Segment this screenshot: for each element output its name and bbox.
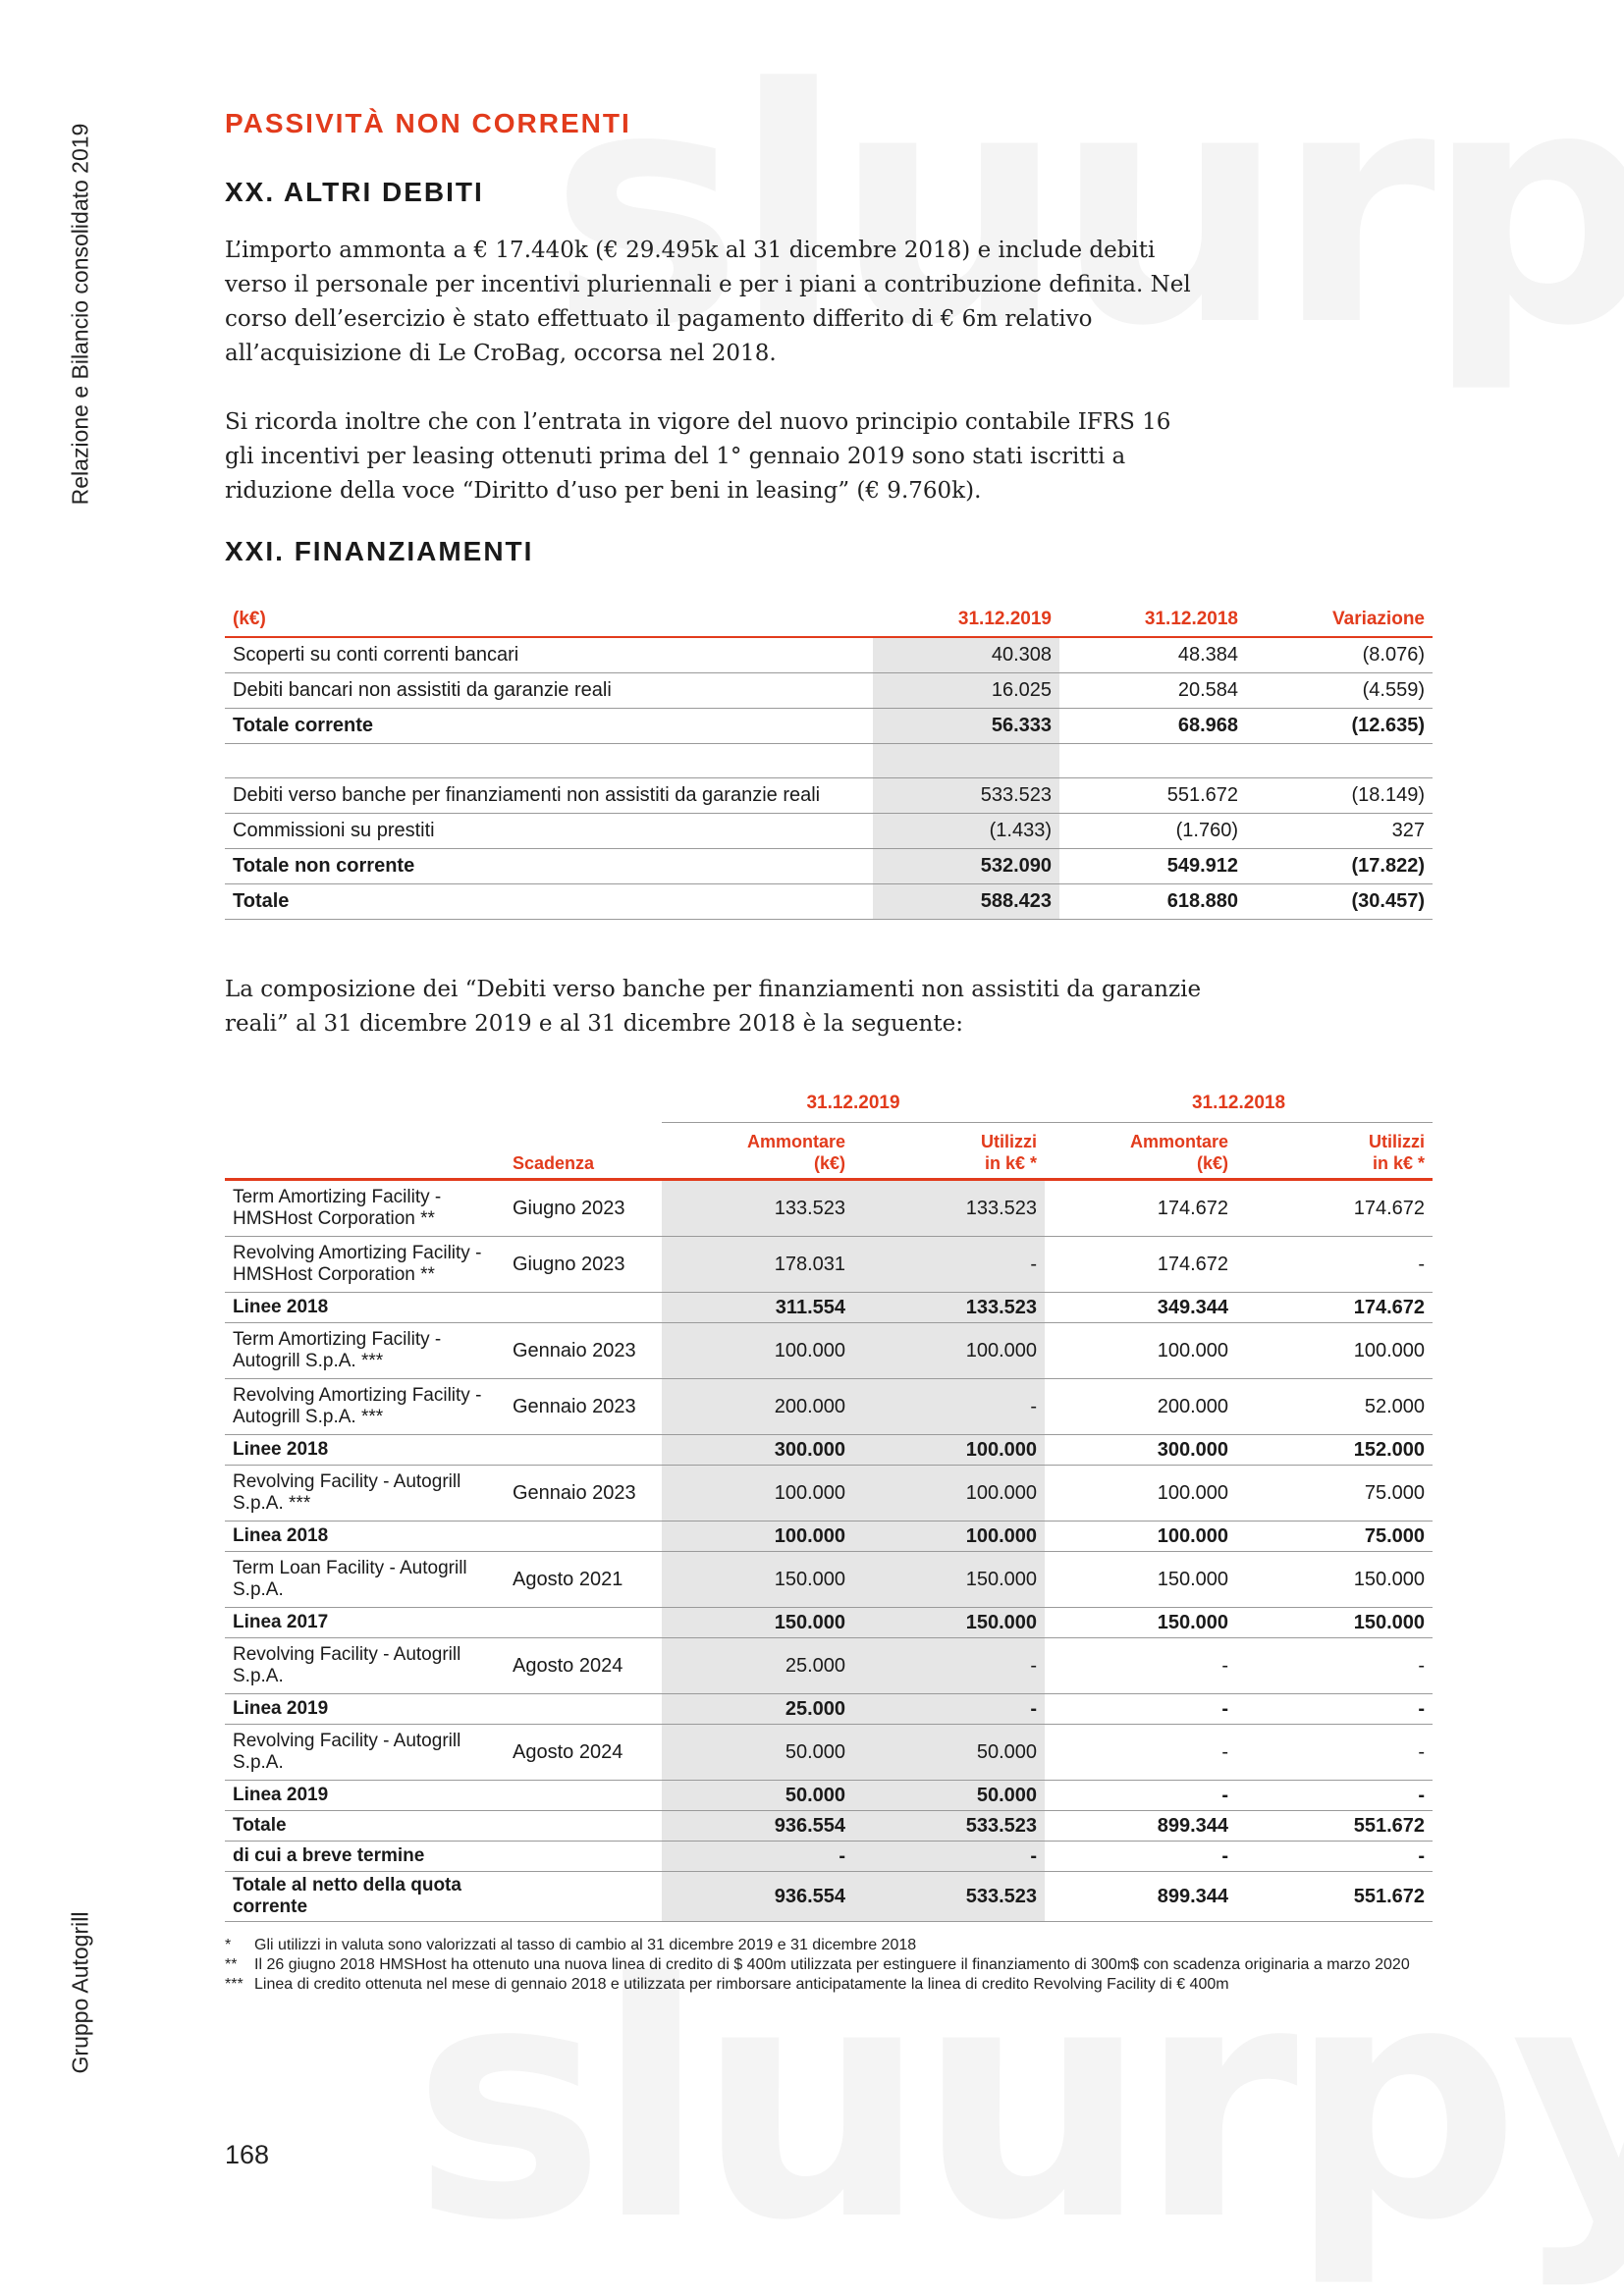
cell: - bbox=[1236, 1781, 1433, 1811]
cell: Totale al netto della quota corrente bbox=[225, 1872, 505, 1922]
cell: 100.000 bbox=[662, 1323, 853, 1379]
cell: Giugno 2023 bbox=[505, 1237, 662, 1293]
cell: 533.523 bbox=[853, 1811, 1045, 1842]
cell: Linea 2019 bbox=[225, 1694, 505, 1725]
cell: 100.000 bbox=[853, 1466, 1045, 1522]
cell: - bbox=[1236, 1638, 1433, 1694]
cell: - bbox=[853, 1237, 1045, 1293]
cell: 48.384 bbox=[1059, 637, 1246, 673]
cell: 936.554 bbox=[662, 1872, 853, 1922]
cell: Agosto 2021 bbox=[505, 1552, 662, 1608]
cell bbox=[505, 1293, 662, 1323]
cell: 50.000 bbox=[853, 1725, 1045, 1781]
cell bbox=[505, 1811, 662, 1842]
cell: (4.559) bbox=[1246, 673, 1433, 709]
cell: 40.308 bbox=[873, 637, 1059, 673]
table-row bbox=[225, 637, 1433, 673]
footnote: *** Linea di credito ottenuta nel mese di gennaio 2018 e utilizzata per rimborsare anticipatamente la linea di credito Revolving Facility di € 400m bbox=[225, 1976, 1229, 1993]
cell: 899.344 bbox=[1045, 1872, 1236, 1922]
table-row bbox=[225, 778, 1433, 814]
cell: (17.822) bbox=[1246, 849, 1433, 884]
cell: 174.672 bbox=[1236, 1180, 1433, 1237]
cell: - bbox=[662, 1842, 853, 1872]
footnotes bbox=[225, 1936, 1433, 1995]
cell: Debiti verso banche per finanziamenti non assistiti da garanzie reali bbox=[225, 778, 873, 814]
cell: (12.635) bbox=[1246, 709, 1433, 744]
table-row-total bbox=[225, 1522, 1433, 1552]
cell: - bbox=[1045, 1694, 1236, 1725]
cell bbox=[505, 1872, 662, 1922]
table-row-total bbox=[225, 849, 1433, 884]
cell: 899.344 bbox=[1045, 1811, 1236, 1842]
cell: Totale non corrente bbox=[225, 849, 873, 884]
cell: Giugno 2023 bbox=[505, 1180, 662, 1237]
table-row bbox=[225, 1466, 1433, 1522]
cell: 16.025 bbox=[873, 673, 1059, 709]
table-row-total bbox=[225, 1694, 1433, 1725]
cell: - bbox=[1236, 1842, 1433, 1872]
table-row-total bbox=[225, 1811, 1433, 1842]
cell: Revolving Facility - Autogrill S.p.A. bbox=[225, 1725, 505, 1781]
cell: 133.523 bbox=[853, 1180, 1045, 1237]
cell: Debiti bancari non assistiti da garanzie reali bbox=[225, 673, 873, 709]
cell: 551.672 bbox=[1059, 778, 1246, 814]
altri-debiti-paragraph-2: Si ricorda inoltre che con l’entrata in vigore del nuovo principio contabile IFRS 16 gli incentivi per leasing ottenuti prima del 1° gennaio 2019 sono stati iscritti a riduzione della voce “Diritto d’uso per beni in leasing” (€ 9.760k). bbox=[225, 409, 1171, 504]
page-content bbox=[225, 108, 1433, 1995]
cell: 150.000 bbox=[853, 1608, 1045, 1638]
column-header: 31.12.2018 bbox=[1059, 605, 1246, 637]
group-header-2018: 31.12.2018 bbox=[1045, 1089, 1433, 1123]
cell bbox=[505, 1435, 662, 1466]
cell: di cui a breve termine bbox=[225, 1842, 505, 1872]
cell: 50.000 bbox=[662, 1781, 853, 1811]
table-row-total bbox=[225, 884, 1433, 920]
cell: (1.433) bbox=[873, 814, 1059, 849]
cell: (1.760) bbox=[1059, 814, 1246, 849]
cell: 311.554 bbox=[662, 1293, 853, 1323]
cell: 150.000 bbox=[662, 1608, 853, 1638]
cell bbox=[505, 1781, 662, 1811]
cell: 100.000 bbox=[853, 1323, 1045, 1379]
cell: Revolving Facility - Autogrill S.p.A. *** bbox=[225, 1466, 505, 1522]
cell: Gennaio 2023 bbox=[505, 1466, 662, 1522]
cell: 174.672 bbox=[1045, 1237, 1236, 1293]
cell: 52.000 bbox=[1236, 1379, 1433, 1435]
cell: Linea 2019 bbox=[225, 1781, 505, 1811]
table-row bbox=[225, 1379, 1433, 1435]
column-header: 31.12.2019 bbox=[873, 605, 1059, 637]
cell: 50.000 bbox=[853, 1781, 1045, 1811]
cell: Term Loan Facility - Autogrill S.p.A. bbox=[225, 1552, 505, 1608]
cell: Gennaio 2023 bbox=[505, 1323, 662, 1379]
column-header-scadenza: Scadenza bbox=[505, 1123, 662, 1180]
cell: 25.000 bbox=[662, 1638, 853, 1694]
altri-debiti-paragraph: L’importo ammonta a € 17.440k (€ 29.495k al 31 dicembre 2018) e include debiti verso il personale per incentivi pluriennali e per i piani a contribuzione definita. Nel corso dell’esercizio è stato effettuato il pagamento differito di € 6m relativo all’acquisizione di Le CroBag, occorsa nel 2018. bbox=[225, 238, 1191, 366]
composizione-table bbox=[225, 1089, 1433, 1922]
cell: 150.000 bbox=[853, 1552, 1045, 1608]
cell: 150.000 bbox=[1236, 1608, 1433, 1638]
cell: Agosto 2024 bbox=[505, 1725, 662, 1781]
cell bbox=[505, 1842, 662, 1872]
cell: Term Amortizing Facility - HMSHost Corporation ** bbox=[225, 1180, 505, 1237]
cell: 100.000 bbox=[1045, 1323, 1236, 1379]
section-title: PASSIVITÀ NON CORRENTI bbox=[225, 108, 631, 138]
cell: Linee 2018 bbox=[225, 1435, 505, 1466]
cell: Revolving Facility - Autogrill S.p.A. bbox=[225, 1638, 505, 1694]
cell: 100.000 bbox=[1045, 1466, 1236, 1522]
sidebar-company: Gruppo Autogrill bbox=[67, 1911, 93, 2074]
cell: 533.523 bbox=[873, 778, 1059, 814]
cell: 150.000 bbox=[1045, 1552, 1236, 1608]
table-row-total bbox=[225, 1435, 1433, 1466]
cell: 20.584 bbox=[1059, 673, 1246, 709]
cell: - bbox=[853, 1638, 1045, 1694]
column-header: Ammontare (k€) bbox=[1045, 1123, 1236, 1180]
cell: 533.523 bbox=[853, 1872, 1045, 1922]
cell: - bbox=[1236, 1237, 1433, 1293]
cell: 150.000 bbox=[1045, 1608, 1236, 1638]
cell: 200.000 bbox=[1045, 1379, 1236, 1435]
cell: Totale bbox=[225, 884, 873, 920]
table-row-total bbox=[225, 1293, 1433, 1323]
altri-debiti-title: XX. ALTRI DEBITI bbox=[225, 177, 484, 207]
cell: - bbox=[1236, 1694, 1433, 1725]
column-header: Variazione bbox=[1246, 605, 1433, 637]
table-row bbox=[225, 1180, 1433, 1237]
column-header: Ammontare (k€) bbox=[662, 1123, 853, 1180]
table-row-total bbox=[225, 1781, 1433, 1811]
group-header-2019: 31.12.2019 bbox=[662, 1089, 1045, 1123]
cell: 150.000 bbox=[1236, 1552, 1433, 1608]
cell: Revolving Amortizing Facility - Autogrill S.p.A. *** bbox=[225, 1379, 505, 1435]
cell: 100.000 bbox=[1045, 1522, 1236, 1552]
finanziamenti-table bbox=[225, 605, 1433, 920]
cell bbox=[505, 1694, 662, 1725]
cell: 25.000 bbox=[662, 1694, 853, 1725]
table-row bbox=[225, 1638, 1433, 1694]
footnote: ** Il 26 giugno 2018 HMSHost ha ottenuto una nuova linea di credito di $ 400m utilizzata per estinguere il finanziamento di 300m$ con scadenza originaria a marzo 2020 bbox=[225, 1956, 1410, 1973]
cell: 100.000 bbox=[662, 1466, 853, 1522]
cell: 549.912 bbox=[1059, 849, 1246, 884]
cell: (18.149) bbox=[1246, 778, 1433, 814]
cell: 178.031 bbox=[662, 1237, 853, 1293]
table-row-total bbox=[225, 1842, 1433, 1872]
cell: - bbox=[1236, 1725, 1433, 1781]
cell: (8.076) bbox=[1246, 637, 1433, 673]
cell: Linea 2018 bbox=[225, 1522, 505, 1552]
column-header: Utilizzi in k€ * bbox=[853, 1123, 1045, 1180]
cell: 50.000 bbox=[662, 1725, 853, 1781]
cell: 200.000 bbox=[662, 1379, 853, 1435]
cell: 100.000 bbox=[853, 1522, 1045, 1552]
finanziamenti-title: XXI. FINANZIAMENTI bbox=[225, 536, 534, 566]
cell: Term Amortizing Facility - Autogrill S.p.A. *** bbox=[225, 1323, 505, 1379]
table-row bbox=[225, 1237, 1433, 1293]
cell bbox=[505, 1522, 662, 1552]
cell: - bbox=[853, 1694, 1045, 1725]
cell: 152.000 bbox=[1236, 1435, 1433, 1466]
cell: 56.333 bbox=[873, 709, 1059, 744]
cell: Gennaio 2023 bbox=[505, 1379, 662, 1435]
cell: - bbox=[1045, 1725, 1236, 1781]
cell: 100.000 bbox=[662, 1522, 853, 1552]
cell: - bbox=[853, 1842, 1045, 1872]
cell: - bbox=[1045, 1638, 1236, 1694]
cell: 75.000 bbox=[1236, 1466, 1433, 1522]
table-row bbox=[225, 673, 1433, 709]
cell: 68.968 bbox=[1059, 709, 1246, 744]
footnote: * Gli utilizzi in valuta sono valorizzati al tasso di cambio al 31 dicembre 2019 e 31 dicembre 2018 bbox=[225, 1937, 917, 1953]
composizione-intro: La composizione dei “Debiti verso banche per finanziamenti non assistiti da garanzie reali” al 31 dicembre 2019 e al 31 dicembre 2018 è la seguente: bbox=[225, 977, 1202, 1037]
cell: 936.554 bbox=[662, 1811, 853, 1842]
cell: - bbox=[1045, 1781, 1236, 1811]
column-header: Utilizzi in k€ * bbox=[1236, 1123, 1433, 1180]
cell: 174.672 bbox=[1045, 1180, 1236, 1237]
cell: 300.000 bbox=[662, 1435, 853, 1466]
cell: 327 bbox=[1246, 814, 1433, 849]
column-header: (k€) bbox=[225, 605, 873, 637]
cell bbox=[505, 1608, 662, 1638]
cell: 532.090 bbox=[873, 849, 1059, 884]
cell: 588.423 bbox=[873, 884, 1059, 920]
cell: Linea 2017 bbox=[225, 1608, 505, 1638]
cell: 150.000 bbox=[662, 1552, 853, 1608]
table-row-spacer bbox=[225, 744, 1433, 778]
cell: 551.672 bbox=[1236, 1811, 1433, 1842]
cell: 75.000 bbox=[1236, 1522, 1433, 1552]
cell: 174.672 bbox=[1236, 1293, 1433, 1323]
cell: (30.457) bbox=[1246, 884, 1433, 920]
table-row bbox=[225, 1323, 1433, 1379]
cell: 100.000 bbox=[1236, 1323, 1433, 1379]
cell: 300.000 bbox=[1045, 1435, 1236, 1466]
cell: Scoperti su conti correnti bancari bbox=[225, 637, 873, 673]
table-row bbox=[225, 1552, 1433, 1608]
page-number: 168 bbox=[225, 2140, 270, 2169]
cell: Agosto 2024 bbox=[505, 1638, 662, 1694]
cell: - bbox=[1045, 1842, 1236, 1872]
cell: 349.344 bbox=[1045, 1293, 1236, 1323]
table-row bbox=[225, 814, 1433, 849]
cell: 133.523 bbox=[853, 1293, 1045, 1323]
cell: - bbox=[853, 1379, 1045, 1435]
cell: 133.523 bbox=[662, 1180, 853, 1237]
cell: Totale corrente bbox=[225, 709, 873, 744]
cell: Totale bbox=[225, 1811, 505, 1842]
cell: Linee 2018 bbox=[225, 1293, 505, 1323]
table-row-total bbox=[225, 1608, 1433, 1638]
cell: Commissioni su prestiti bbox=[225, 814, 873, 849]
cell: 618.880 bbox=[1059, 884, 1246, 920]
table-row-total bbox=[225, 1872, 1433, 1922]
table-row bbox=[225, 1725, 1433, 1781]
sidebar-report-title: Relazione e Bilancio consolidato 2019 bbox=[67, 123, 93, 506]
table-row-total bbox=[225, 709, 1433, 744]
cell: 100.000 bbox=[853, 1435, 1045, 1466]
cell: 551.672 bbox=[1236, 1872, 1433, 1922]
cell: Revolving Amortizing Facility - HMSHost Corporation ** bbox=[225, 1237, 505, 1293]
